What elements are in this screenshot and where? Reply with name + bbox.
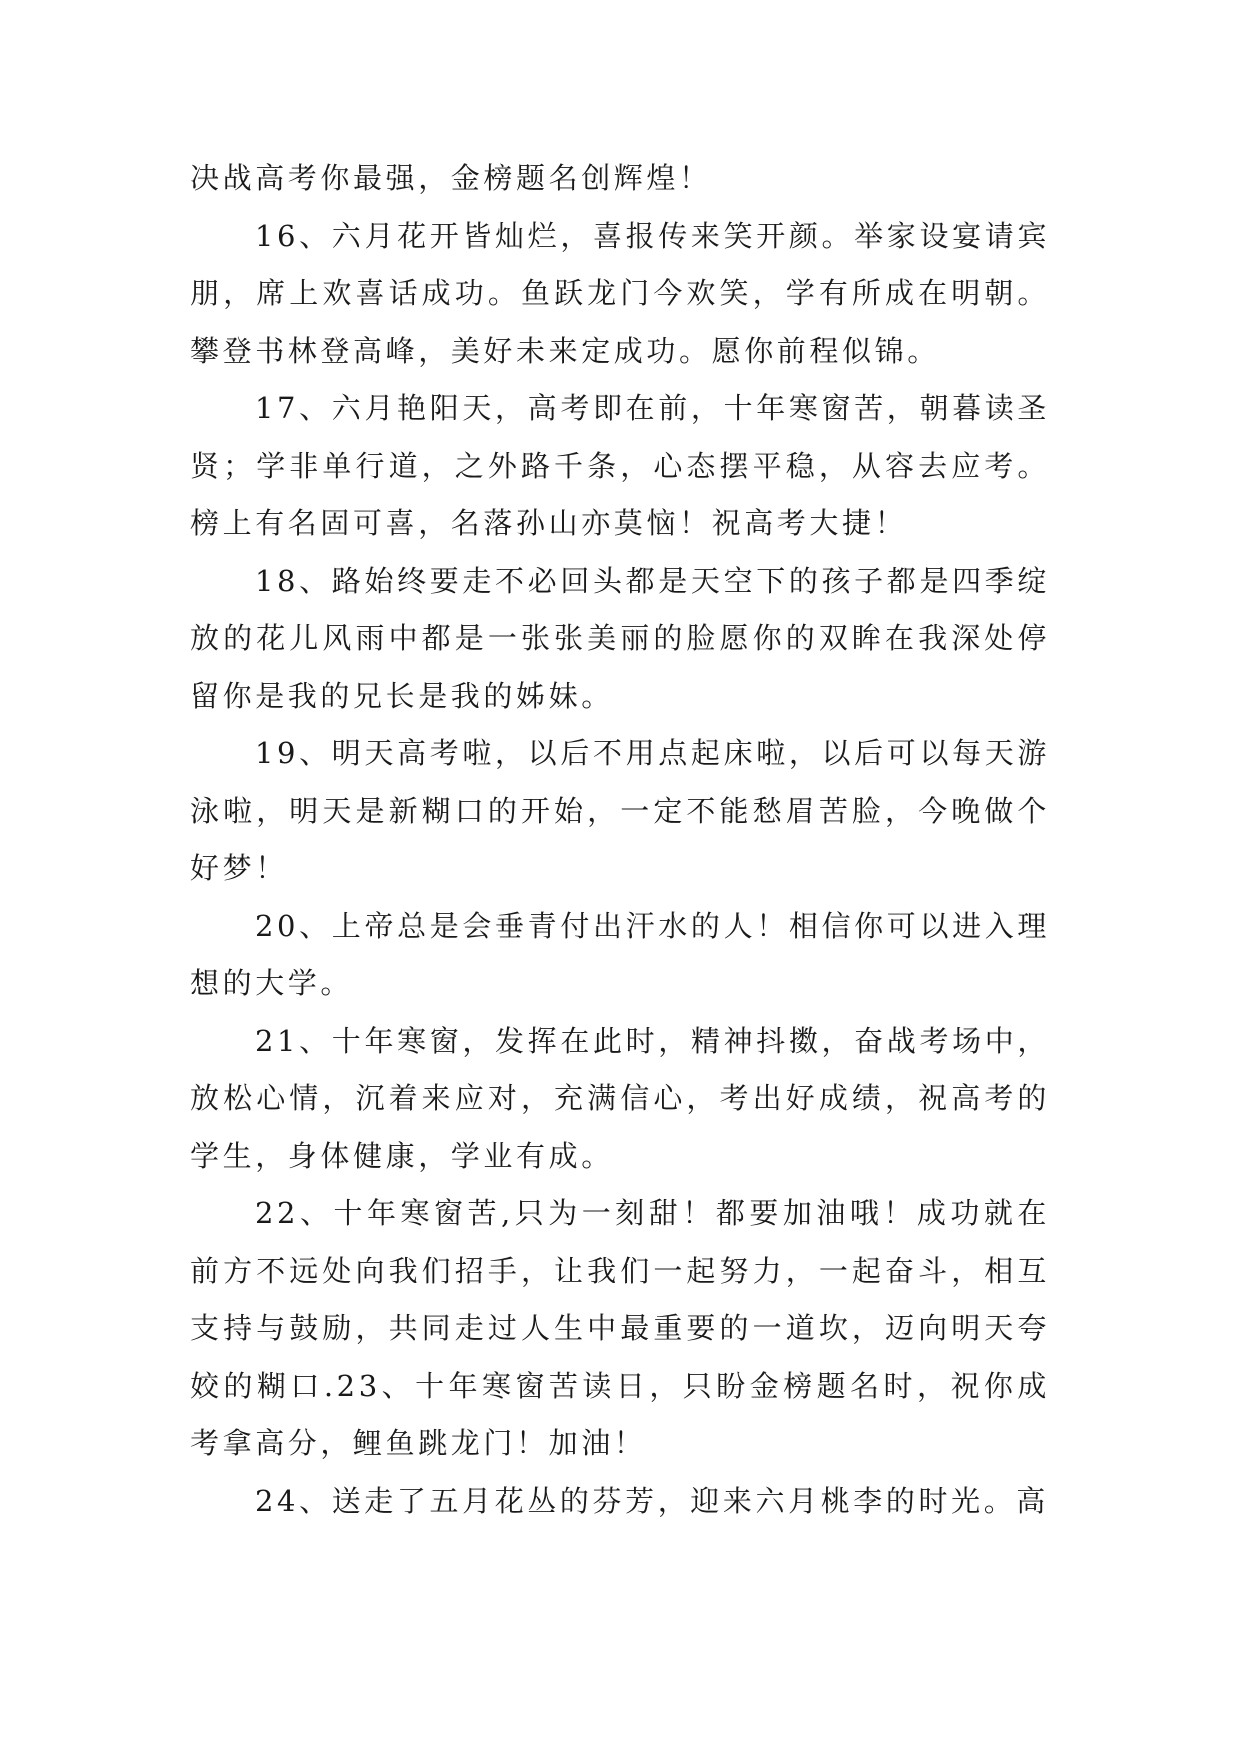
paragraph-20: 20、上帝总是会垂青付出汗水的人！相信你可以进入理想的大学。 (190, 908, 1050, 1000)
paragraph-17: 17、六月艳阳天，高考即在前，十年寒窗苦，朝暮读圣贤；学非单行道，之外路千条，心态摆平稳，从容去应考。榜上有名固可喜，名落孙山亦莫恼！祝高考大捷！ (190, 391, 1050, 540)
paragraph-18: 18、路始终要走不必回头都是天空下的孩子都是四季绽放的花儿风雨中都是一张张美丽的脸愿你的双眸在我深处停留你是我的兄长是我的姊妹。 (190, 563, 1050, 713)
paragraph-continuation: 决战高考你最强，金榜题名创辉煌！ (190, 161, 712, 195)
paragraph-21: 21、十年寒窗，发挥在此时，精神抖擞，奋战考场中，放松心情，沉着来应对，充满信心，考出好成绩，祝高考的学生，身体健康，学业有成。 (190, 1023, 1050, 1173)
paragraph-19: 19、明天高考啦，以后不用点起床啦，以后可以每天游泳啦，明天是新糊口的开始，一定不能愁眉苦脸，今晚做个好梦！ (190, 736, 1050, 885)
paragraph-24: 24、送走了五月花丛的芬芳，迎来六月桃李的时光。高 (255, 1483, 1049, 1518)
paragraph-16: 16、六月花开皆灿烂，喜报传来笑开颜。举家设宴请宾朋，席上欢喜话成功。鱼跃龙门今欢笑，学有所成在明朝。攀登书林登高峰，美好未来定成功。愿你前程似锦。 (190, 218, 1050, 368)
paragraph-22-23: 22、十年寒窗苦,只为一刻甜！都要加油哦！成功就在前方不远处向我们招手，让我们一起努力，一起奋斗，相互支持与鼓励，共同走过人生中最重要的一道坎，迈向明天夸姣的糊口.23、十年寒窗苦读日，只盼金榜题名时，祝你成考拿高分，鲤鱼跳龙门！加油！ (190, 1196, 1050, 1460)
document-body (190, 150, 1050, 1530)
